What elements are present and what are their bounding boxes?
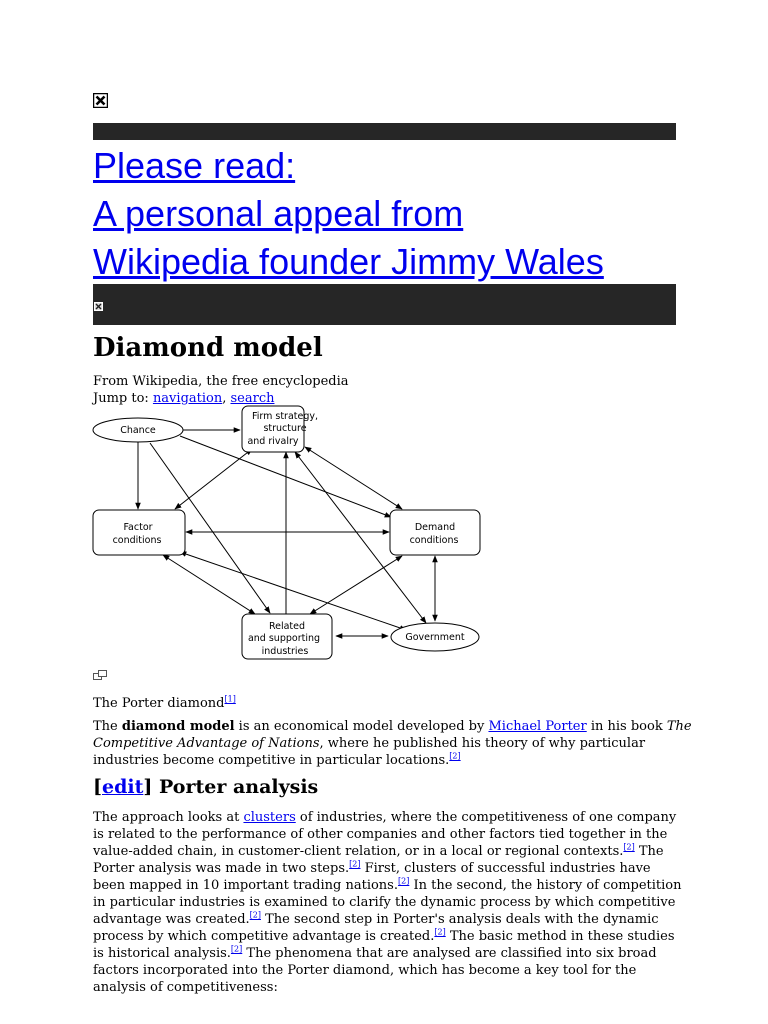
- node-label-demand-1: Demand: [414, 522, 456, 533]
- appeal-link-line-1[interactable]: Please read:: [93, 145, 296, 186]
- body-text-2: of industries, where the competitiveness of one company is related to the performance of other companies and other factors tied together in the value-added chain, in customer-client relation, or in a local or regional contexts.: [93, 810, 677, 859]
- body-text-4: First, clusters of successful industries have been mapped in 10 important trading nations.: [93, 861, 651, 893]
- porter-diamond-diagram: [90, 402, 484, 664]
- node-label-demand-2: conditions: [409, 535, 459, 546]
- michael-porter-link[interactable]: Michael Porter: [488, 719, 587, 734]
- ref-sup: [231, 945, 242, 954]
- body-text-7: The basic method in these studies is historical analysis.: [93, 929, 675, 961]
- page-title: Diamond model: [93, 333, 323, 363]
- body-text-3: The Porter analysis was made in two steps.: [93, 844, 664, 876]
- book-title: The Competitive Advantage of Nations: [93, 719, 692, 751]
- ref-sup: [224, 695, 235, 704]
- caption-text: The Porter diamond: [93, 696, 225, 711]
- figure-caption: [93, 696, 236, 712]
- section-heading-text: Porter analysis: [152, 776, 319, 798]
- close-box-icon[interactable]: [93, 93, 108, 108]
- arrow-demand-related: [310, 556, 402, 614]
- navigation-link[interactable]: navigation: [152, 391, 223, 406]
- reference-link[interactable]: [2]: [434, 927, 446, 937]
- arrow-factor-related: [163, 555, 255, 614]
- node-label-factor-1: Factor: [123, 522, 153, 533]
- reference-link[interactable]: [2]: [349, 859, 361, 869]
- clusters-link[interactable]: clusters: [243, 810, 296, 825]
- edit-bracket-close: ]: [143, 776, 153, 798]
- jump-to-label: Jump to:: [93, 391, 153, 406]
- node-label-firm-1: Firm strategy,: [251, 411, 319, 422]
- body-text-1: The approach looks at: [93, 810, 244, 825]
- body-text-5: In the second, the history of competition in particular industries is examined to clarify the dynamic process by which competitive advantage was created.: [93, 878, 682, 927]
- section-heading-porter-analysis: [93, 776, 318, 798]
- edit-link[interactable]: edit: [102, 776, 144, 798]
- intro-bold-term: diamond model: [121, 719, 235, 734]
- reference-link[interactable]: [2]: [249, 910, 261, 920]
- broken-image-icon: [94, 302, 103, 311]
- intro-paragraph: [93, 718, 693, 769]
- ref-sup: [250, 911, 261, 920]
- ref-sup: [623, 843, 634, 852]
- reference-link[interactable]: [2]: [449, 751, 461, 761]
- node-label-firm-3: and rivalry: [247, 436, 299, 447]
- intro-text-1: The: [93, 719, 122, 734]
- from-wikipedia-tagline: From Wikipedia, the free encyclopedia: [93, 374, 349, 389]
- node-label-factor-2: conditions: [112, 535, 162, 546]
- intro-text-4: , where he published his theory of why particular industries become competitive in particular locations.: [93, 736, 646, 768]
- personal-appeal-banner: [93, 142, 693, 286]
- jump-separator: ,: [222, 391, 231, 406]
- enlarge-icon[interactable]: [93, 670, 107, 680]
- node-label-firm-2: structure: [263, 423, 307, 434]
- node-label-government: Government: [405, 632, 465, 643]
- appeal-link-line-3[interactable]: Wikipedia founder Jimmy Wales: [93, 241, 604, 282]
- node-label-related-1: Related: [268, 621, 306, 632]
- node-label-chance: Chance: [120, 425, 156, 436]
- body-text-8: The phenomena that are analysed are classified into six broad factors incorporated into the Porter diamond, which has become a key tool for the analysis of competitiveness:: [93, 946, 657, 995]
- appeal-link-line-2[interactable]: A personal appeal from: [93, 193, 464, 234]
- reference-link[interactable]: [1]: [224, 694, 236, 704]
- arrow-firm-demand: [305, 447, 402, 509]
- reference-link[interactable]: [2]: [230, 944, 243, 954]
- banner-bottom-bar: [93, 284, 676, 325]
- ref-sup: [449, 752, 460, 761]
- node-label-related-2: and supporting: [247, 633, 321, 644]
- ref-sup: [398, 877, 409, 886]
- intro-text-3: in his book: [586, 719, 667, 734]
- body-text-6: The second step in Porter's analysis deals with the dynamic process by which competitive advantage is created.: [93, 912, 659, 944]
- search-link[interactable]: search: [230, 391, 275, 406]
- reference-link[interactable]: [2]: [623, 842, 635, 852]
- porter-analysis-paragraph: [93, 809, 683, 996]
- ref-sup: [434, 928, 445, 937]
- ref-sup: [349, 860, 360, 869]
- edit-bracket-open: [: [93, 776, 102, 798]
- intro-text-2: is an economical model developed by: [234, 719, 489, 734]
- arrow-firm-factor: [175, 449, 252, 509]
- banner-top-bar: [93, 123, 676, 140]
- reference-link[interactable]: [2]: [397, 876, 410, 886]
- node-label-related-3: industries: [261, 646, 309, 657]
